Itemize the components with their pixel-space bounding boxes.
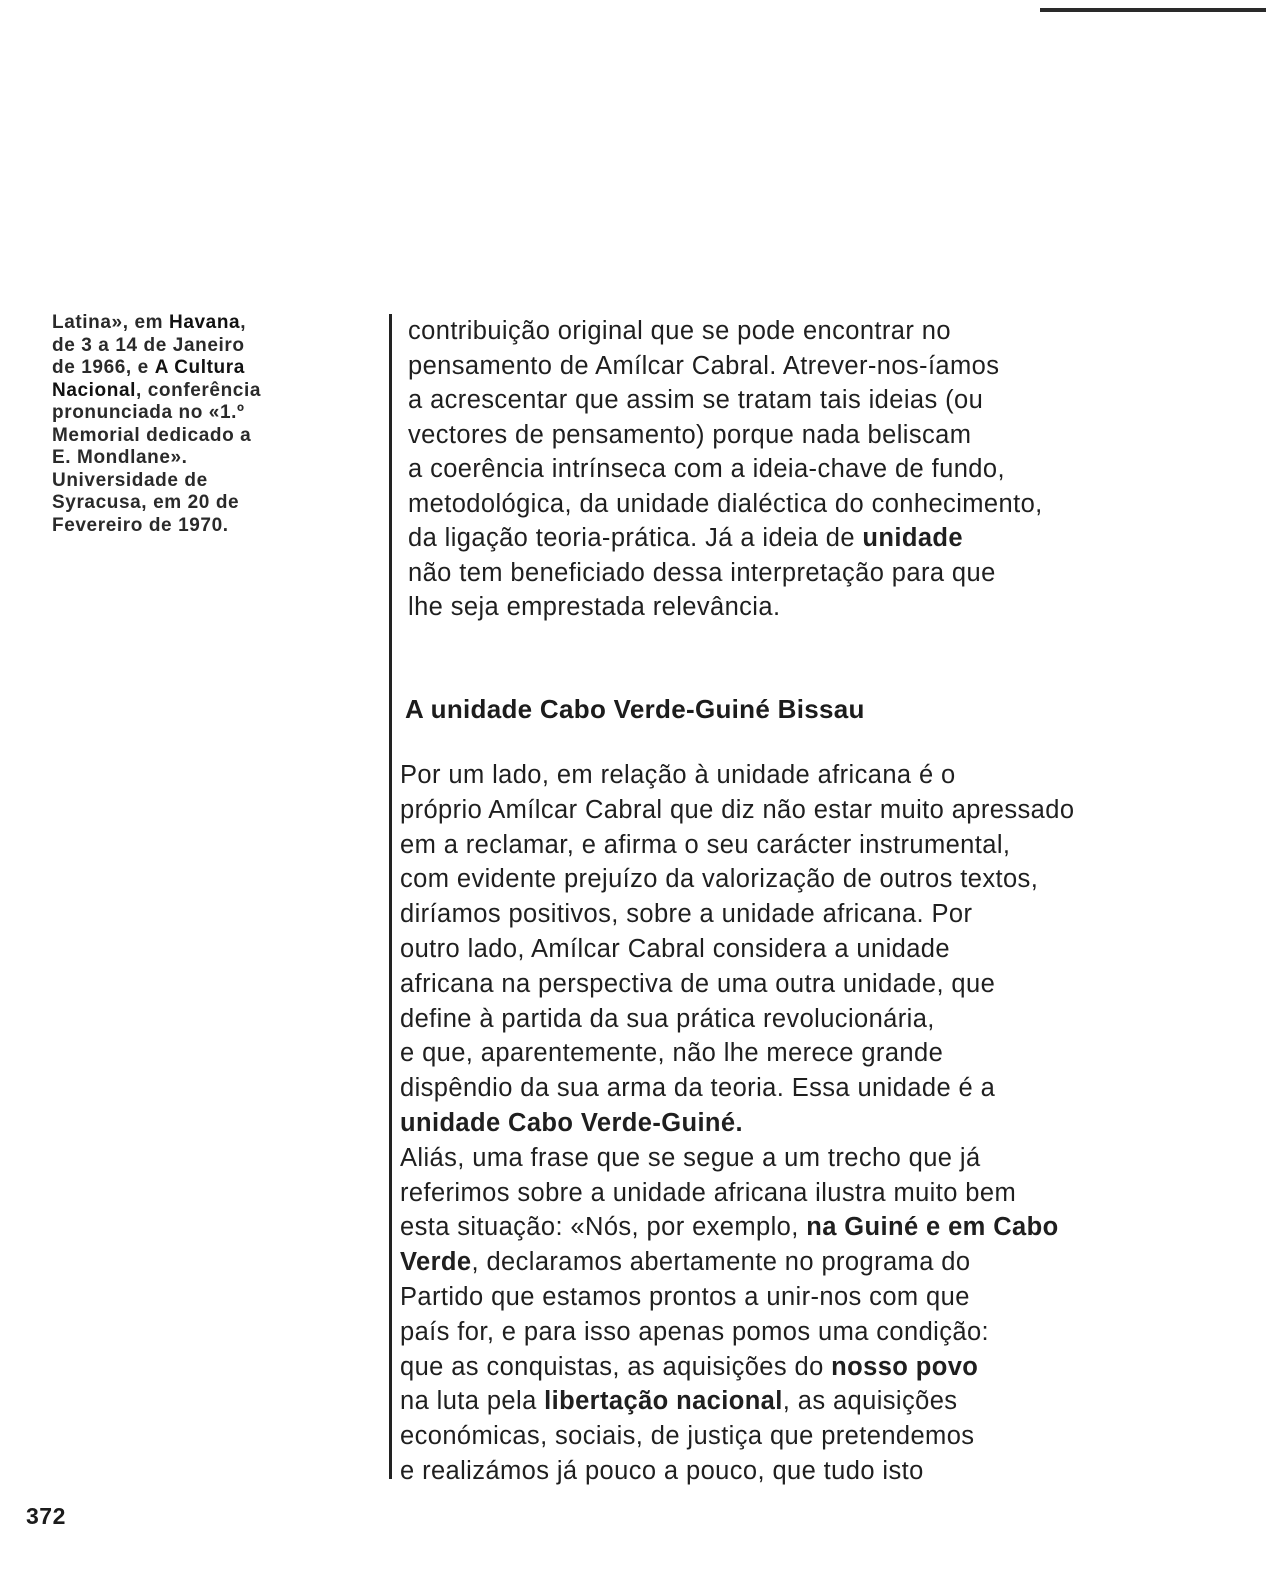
sidenote-emphasis: Havana bbox=[169, 312, 241, 333]
sidenote-line: Universidade de bbox=[52, 469, 208, 491]
sidenote-emphasis: A Cultura bbox=[154, 357, 245, 378]
text-run: na luta pela bbox=[400, 1387, 545, 1416]
paragraph-2 bbox=[400, 758, 1240, 1489]
text-line: dispêndio da sua arma da teoria. Essa unidade é a bbox=[400, 1074, 996, 1103]
top-rule bbox=[1040, 8, 1266, 12]
text-line bbox=[400, 1350, 1240, 1385]
emphasis-nosso-povo: nosso povo bbox=[831, 1352, 979, 1381]
sidenote-line: Nacional, conferência bbox=[52, 379, 262, 401]
text-line: a coerência intrínseca com a ideia-chave de fundo, bbox=[408, 455, 1005, 483]
column-divider bbox=[389, 314, 392, 1479]
text-line: económicas, sociais, de justiça que pretendemos bbox=[400, 1422, 975, 1451]
sidenote-line: Latina», em Havana, bbox=[52, 312, 247, 333]
paragraph-1 bbox=[408, 314, 1238, 625]
text-line: outro lado, Amílcar Cabral considera a unidade bbox=[400, 934, 950, 963]
text-line: vectores de pensamento) porque nada beliscam bbox=[408, 420, 972, 449]
sidenote-line: de 3 a 14 de Janeiro bbox=[52, 334, 245, 356]
text-line: referimos sobre a unidade africana ilustra muito bem bbox=[400, 1178, 1017, 1207]
emphasis-libertacao-nacional: libertação nacional bbox=[544, 1387, 783, 1416]
section-heading: A unidade Cabo Verde-Guiné Bissau bbox=[405, 694, 865, 724]
text-line: pensamento de Amílcar Cabral. Atrever-nos-íamos bbox=[408, 351, 1000, 380]
text-line: e que, aparentemente, não lhe merece grande bbox=[400, 1039, 944, 1068]
text-line: não tem beneficiado dessa interpretação para que bbox=[408, 558, 996, 587]
emphasis-na-guine: na Guiné e em Cabo bbox=[806, 1213, 1059, 1242]
text-line: com evidente prejuízo da valorização de outros textos, bbox=[400, 865, 1039, 894]
sidenote-line: de 1966, e A Cultura bbox=[52, 357, 245, 378]
text-line: a acrescentar que assim se tratam tais ideias (ou bbox=[408, 386, 984, 414]
text-line: diríamos positivos, sobre a unidade africana. Por bbox=[400, 900, 973, 929]
text-run: da ligação teoria-prática. Já a ideia de bbox=[408, 524, 863, 552]
emphasis-unidade-cabo-verde-guine: unidade Cabo Verde-Guiné. bbox=[400, 1108, 743, 1137]
text-line bbox=[400, 1245, 1240, 1280]
sidenote-line: E. Mondlane». bbox=[52, 447, 188, 468]
text-line: metodológica, da unidade dialéctica do conhecimento, bbox=[408, 489, 1043, 518]
sidenote-line: Memorial dedicado a bbox=[52, 424, 252, 446]
text-line: Por um lado, em relação à unidade africana é o bbox=[400, 761, 956, 789]
page-number: 372 bbox=[26, 1503, 66, 1529]
text-line: próprio Amílcar Cabral que diz não estar muito apressado bbox=[400, 795, 1075, 824]
text-line: e realizámos já pouco a pouco, que tudo isto bbox=[400, 1456, 924, 1485]
text-run: esta situação: «Nós, por exemplo, bbox=[400, 1213, 807, 1242]
sidenote bbox=[52, 312, 332, 537]
emphasis-unidade: unidade bbox=[862, 524, 963, 552]
text-run: , declaramos abertamente no programa do bbox=[471, 1248, 971, 1277]
text-line: Aliás, uma frase que se segue a um trecho que já bbox=[400, 1143, 981, 1172]
sidenote-line: Syracusa, em 20 de bbox=[52, 492, 240, 513]
text-line: Partido que estamos prontos a unir-nos com que bbox=[400, 1282, 970, 1311]
text-run: , as aquisições bbox=[782, 1387, 958, 1416]
text-line: país for, e para isso apenas pomos uma condição: bbox=[400, 1317, 990, 1346]
emphasis-verde: Verde bbox=[400, 1248, 472, 1277]
text-line: lhe seja emprestada relevância. bbox=[408, 593, 781, 621]
text-line bbox=[400, 1210, 1240, 1245]
text-line bbox=[400, 1106, 1240, 1141]
text-line: africana na perspectiva de uma outra unidade, que bbox=[400, 969, 996, 998]
sidenote-emphasis: Nacional bbox=[52, 379, 136, 401]
text-line: contribuição original que se pode encontrar no bbox=[408, 317, 951, 345]
text-run: que as conquistas, as aquisições do bbox=[400, 1352, 832, 1381]
text-line: define à partida da sua prática revolucionária, bbox=[400, 1004, 935, 1033]
text-line bbox=[408, 521, 1238, 556]
text-line: em a reclamar, e afirma o seu carácter instrumental, bbox=[400, 830, 1011, 859]
sidenote-line: pronunciada no «1.º bbox=[52, 402, 245, 423]
text-line bbox=[400, 1384, 1240, 1419]
sidenote-line: Fevereiro de 1970. bbox=[52, 514, 229, 536]
